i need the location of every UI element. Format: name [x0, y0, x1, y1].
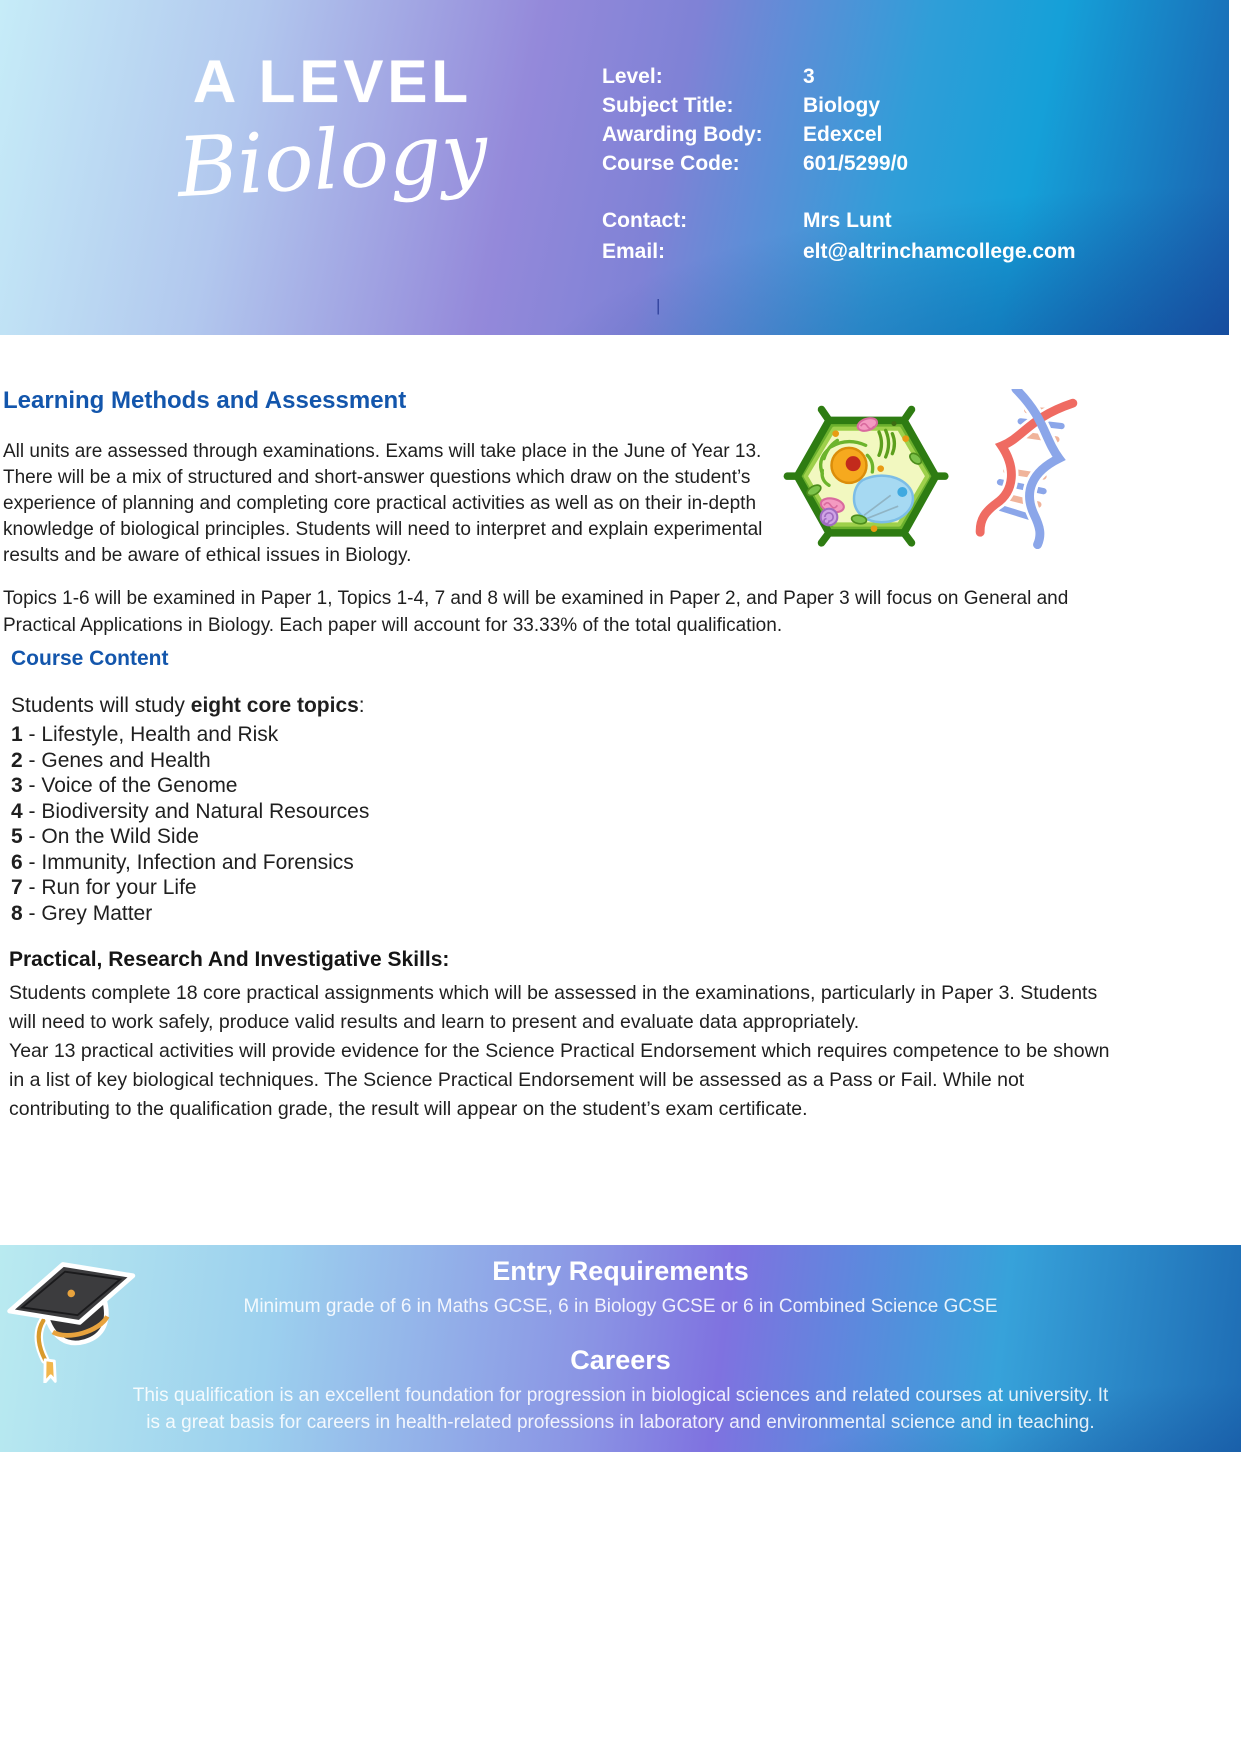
paragraph-line: There will be a mix of structured and short-answer questions which draw on the student’s	[3, 467, 751, 488]
paragraph-line: Topics 1-6 will be examined in Paper 1, Topics 1-4, 7 and 8 will be examined in Paper 2, and Paper 3 will focus on General and	[3, 588, 1069, 609]
section-heading: Learning Methods and Assessment	[3, 387, 407, 414]
papers-paragraph	[3, 585, 1241, 639]
topic-item	[11, 824, 1241, 850]
header-banner	[0, 0, 1229, 335]
topic-item	[11, 799, 1241, 825]
plant-cell-icon	[778, 397, 950, 547]
topic-item	[11, 773, 1241, 799]
paragraph-line: Students complete 18 core practical assignments which will be assessed in the examinations, particularly in Paper 3. Students	[9, 982, 1098, 1004]
hero-title	[160, 48, 505, 217]
field-label: Course Code:	[602, 152, 740, 175]
graduation-cap-icon	[2, 1251, 154, 1383]
intro-bold: eight core topics	[190, 694, 359, 717]
topic-number: 5	[11, 825, 23, 848]
assessment-paragraph	[3, 439, 762, 569]
topic-item	[11, 748, 1241, 774]
hero-subject-script: Biology	[175, 104, 490, 217]
topic-name: Genes and Health	[41, 748, 211, 772]
footer-banner	[0, 1245, 1241, 1452]
topic-name: Lifestyle, Health and Risk	[41, 723, 279, 746]
paragraph-line: experience of planning and completing core practical activities as well as on their in-depth	[3, 493, 757, 514]
learning-row	[3, 439, 1241, 569]
entry-requirements-text: Minimum grade of 6 in Maths GCSE, 6 in Biology GCSE or 6 in Combined Science GCSE	[243, 1296, 998, 1317]
topic-number: 6	[11, 850, 23, 874]
field-value: elt@altrinchamcollege.com	[803, 240, 1076, 263]
topic-number: 8	[11, 901, 23, 925]
topic-separator: -	[22, 723, 42, 746]
paragraph-line: is a great basis for careers in health-related professions in laboratory and environmental science and in teaching.	[146, 1412, 1095, 1433]
topic-separator: -	[22, 774, 42, 797]
learning-methods-section	[0, 335, 1241, 639]
intro-suffix: :	[358, 694, 365, 717]
paragraph-line: contributing to the qualification grade, the result will appear on the student’s exam certificate.	[9, 1098, 808, 1120]
topic-number: 2	[11, 748, 23, 772]
practical-skills-section	[0, 926, 1241, 1124]
paragraph-line: This qualification is an excellent foundation for progression in biological sciences and related courses at university. It	[132, 1385, 1109, 1406]
course-content-section	[0, 639, 1241, 926]
field-label: Awarding Body:	[602, 123, 763, 146]
topic-item	[11, 722, 1241, 748]
topic-name: Immunity, Infection and Forensics	[41, 850, 354, 874]
topic-item	[11, 875, 1241, 901]
text-cursor: |	[656, 296, 661, 315]
field-label: Subject Title:	[602, 94, 734, 117]
paragraph-line: will need to work safely, produce valid results and learn to present and evaluate data appropriately.	[9, 1011, 860, 1033]
field-value: Edexcel	[803, 123, 883, 146]
course-intro	[11, 693, 1241, 719]
course-info-fields	[602, 64, 908, 177]
field-value: Biology	[803, 94, 880, 117]
hero-title-line: A LEVEL	[192, 48, 473, 115]
topic-separator: -	[22, 825, 42, 848]
topic-separator: -	[22, 850, 42, 874]
entry-requirements-heading: Entry Requirements	[492, 1256, 749, 1286]
topic-name: Run for your Life	[41, 876, 197, 899]
topic-number: 3	[11, 774, 23, 797]
topic-number: 7	[11, 876, 23, 899]
paragraph-line: results and be aware of ethical issues in Biology.	[3, 545, 412, 566]
dna-helix-icon	[962, 389, 1094, 549]
topic-separator: -	[22, 799, 42, 823]
section-heading: Course Content	[11, 647, 169, 670]
careers-heading: Careers	[570, 1345, 671, 1375]
intro-prefix: Students will study	[11, 694, 191, 717]
topic-number: 1	[11, 723, 23, 746]
topic-name: Voice of the Genome	[41, 774, 238, 797]
topic-name: On the Wild Side	[41, 825, 199, 848]
field-value: 3	[803, 65, 815, 88]
contact-info-fields	[602, 208, 1076, 265]
field-label: Contact:	[602, 209, 688, 232]
topic-name: Biodiversity and Natural Resources	[41, 799, 370, 823]
field-label: Level:	[602, 65, 663, 88]
careers-text	[0, 1382, 1241, 1436]
topic-number: 4	[11, 799, 23, 823]
section-heading: Practical, Research And Investigative Skills:	[9, 948, 450, 971]
paragraph-line: All units are assessed through examinations. Exams will take place in the June of Year 13.	[3, 441, 762, 462]
topic-separator: -	[22, 901, 42, 925]
topic-item	[11, 850, 1241, 876]
topic-item	[11, 901, 1241, 927]
field-value: Mrs Lunt	[803, 209, 892, 232]
field-label: Email:	[602, 240, 666, 263]
topics-list	[11, 722, 1241, 926]
topic-separator: -	[22, 876, 42, 899]
field-value: 601/5299/0	[803, 152, 909, 175]
topic-separator: -	[22, 748, 42, 772]
main-content	[0, 335, 1241, 1124]
paragraph-line: Year 13 practical activities will provide evidence for the Science Practical Endorsement which requires competence to be shown	[9, 1040, 1110, 1062]
practical-paragraph	[9, 979, 1241, 1124]
paragraph-line: Practical Applications in Biology. Each paper will account for 33.33% of the total qualification.	[3, 615, 783, 636]
paragraph-line: knowledge of biological principles. Students will need to interpret and explain experimental	[3, 519, 763, 540]
paragraph-line: in a list of key biological techniques. The Science Practical Endorsement will be assessed as a Pass or Fail. While not	[9, 1069, 1025, 1091]
topic-name: Grey Matter	[41, 901, 153, 925]
